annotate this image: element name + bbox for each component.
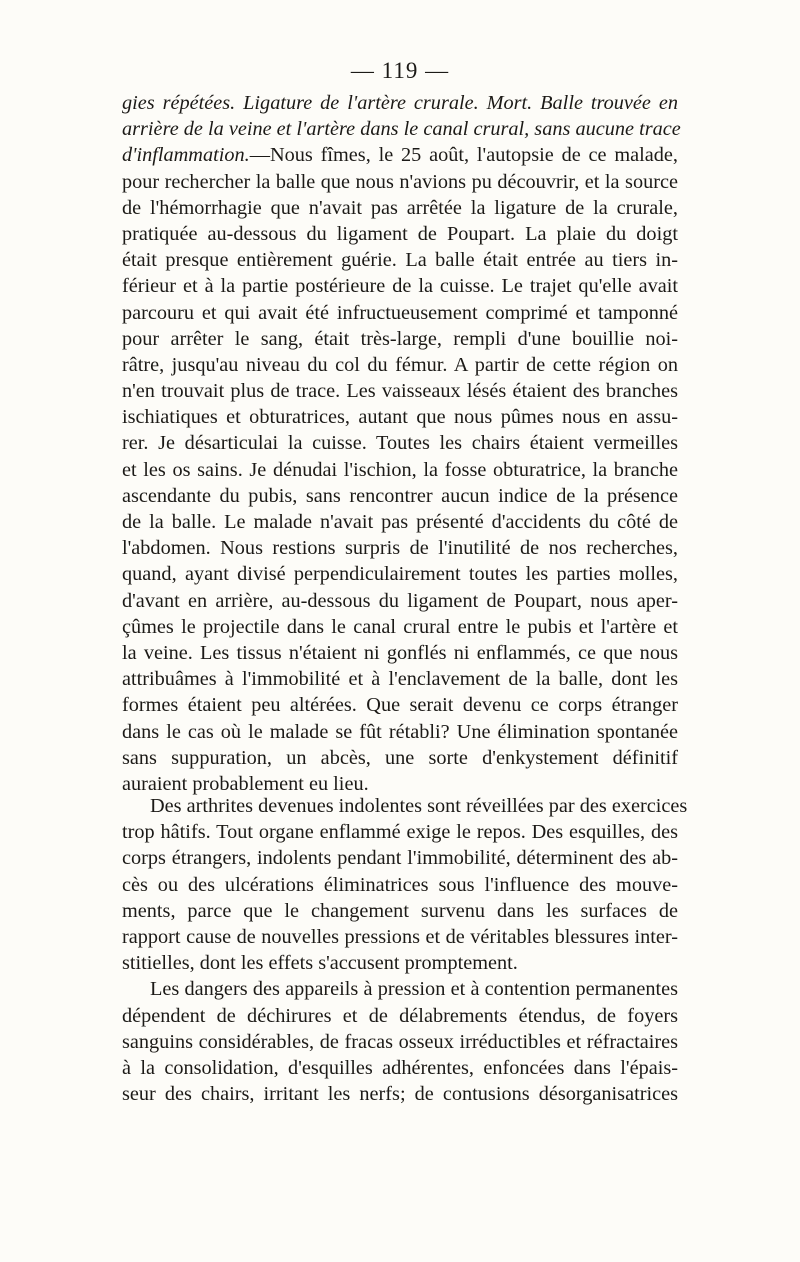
text-line: pour rechercher la balle que nous n'avions pu découvrir, et la source <box>122 170 678 193</box>
text-line: ments, parce que le changement survenu dans les surfaces de <box>122 899 678 922</box>
text-line: rer. Je désarticulai la cuisse. Toutes les chairs étaient vermeilles <box>122 432 678 455</box>
text-line: férieur et à la partie postérieure de la cuisse. Le trajet qu'elle avait <box>122 275 678 298</box>
text-line: quand, ayant divisé perpendiculairement toutes les parties molles, <box>122 563 678 586</box>
paragraph-case-report <box>122 90 681 797</box>
text-line: de l'hémorrhagie que n'avait pas arrêtée la ligature de la crurale, <box>122 196 678 219</box>
text-line: trop hâtifs. Tout organe enflammé exige le repos. Des esquilles, des <box>122 821 678 844</box>
text-line: rapport cause de nouvelles pressions et de véritables blessures inter- <box>122 925 678 948</box>
text-line: arrière de la veine et l'artère dans le canal crural, sans aucune trace <box>122 118 681 141</box>
text-line: dépendent de déchirures et de délabrements étendus, de foyers <box>122 1004 678 1027</box>
text-line: d'inflammation.—Nous fîmes, le 25 août, l'autopsie de ce malade, <box>122 144 678 167</box>
text-line: sans suppuration, un abcès, une sorte d'enkystement définitif <box>122 746 678 769</box>
paragraph-arthritis <box>122 793 688 1107</box>
text-line: était presque entièrement guérie. La balle était entrée au tiers in- <box>122 249 678 272</box>
text-line: seur des chairs, irritant les nerfs; de contusions désorganisatrices <box>122 1083 678 1106</box>
text-line: Les dangers des appareils à pression et à contention permanentes <box>150 978 678 1001</box>
text-line: et les os sains. Je dénudai l'ischion, la fosse obturatrice, la branche <box>122 458 678 481</box>
text-line: de la balle. Le malade n'avait pas présenté d'accidents du côté de <box>122 511 678 533</box>
text-line: sanguins considérables, de fracas osseux irréductibles et réfractaires <box>122 1030 678 1053</box>
text-line: Des arthrites devenues indolentes sont réveillées par des exercices <box>150 795 688 817</box>
text-line: dans le cas où le malade se fût rétabli? Une élimination spontanée <box>122 720 678 743</box>
text-line: attribuâmes à l'immobilité et à l'enclavement de la balle, dont les <box>122 668 678 691</box>
text-line: auraient probablement eu lieu. <box>122 772 369 795</box>
text-line: ischiatiques et obturatrices, autant que nous pûmes nous en assu- <box>122 406 678 429</box>
text-line: râtre, jusqu'au niveau du col du fémur. A partir de cette région on <box>122 353 678 376</box>
text-line: parcouru et qui avait été infructueusement comprimé et tamponné <box>122 301 678 324</box>
text-line: pratiquée au-dessous du ligament de Poupart. La plaie du doigt <box>122 222 678 245</box>
text-line: formes étaient peu altérées. Que serait devenu ce corps étranger <box>122 694 678 717</box>
text-line: gies répétées. Ligature de l'artère crurale. Mort. Balle trouvée en <box>122 92 678 114</box>
page-number: — 119 — <box>350 58 450 83</box>
text-line: çûmes le projectile dans le canal crural entre le pubis et l'artère et <box>122 615 678 638</box>
text-line: d'avant en arrière, au-dessous du ligament de Poupart, nous aper- <box>122 589 678 612</box>
text-line: ascendante du pubis, sans rencontrer aucun indice de la présence <box>122 484 678 507</box>
text-line: l'abdomen. Nous restions surpris de l'inutilité de nos recherches, <box>122 537 678 560</box>
text-line: à la consolidation, d'esquilles adhérentes, enfoncées dans l'épais- <box>122 1056 678 1079</box>
text-line: la veine. Les tissus n'étaient ni gonflés ni enflammés, ce que nous <box>122 641 678 664</box>
text-line: corps étrangers, indolents pendant l'immobilité, déterminent des ab- <box>122 847 678 870</box>
text-line: n'en trouvait plus de trace. Les vaisseaux lésés étaient des branches <box>122 380 678 403</box>
text-line: stitielles, dont les effets s'accusent promptement. <box>122 952 518 975</box>
text-line: cès ou des ulcérations éliminatrices sous l'influence des mouve- <box>122 873 678 896</box>
text-line: pour arrêter le sang, était très-large, rempli d'une bouillie noi- <box>122 327 678 350</box>
